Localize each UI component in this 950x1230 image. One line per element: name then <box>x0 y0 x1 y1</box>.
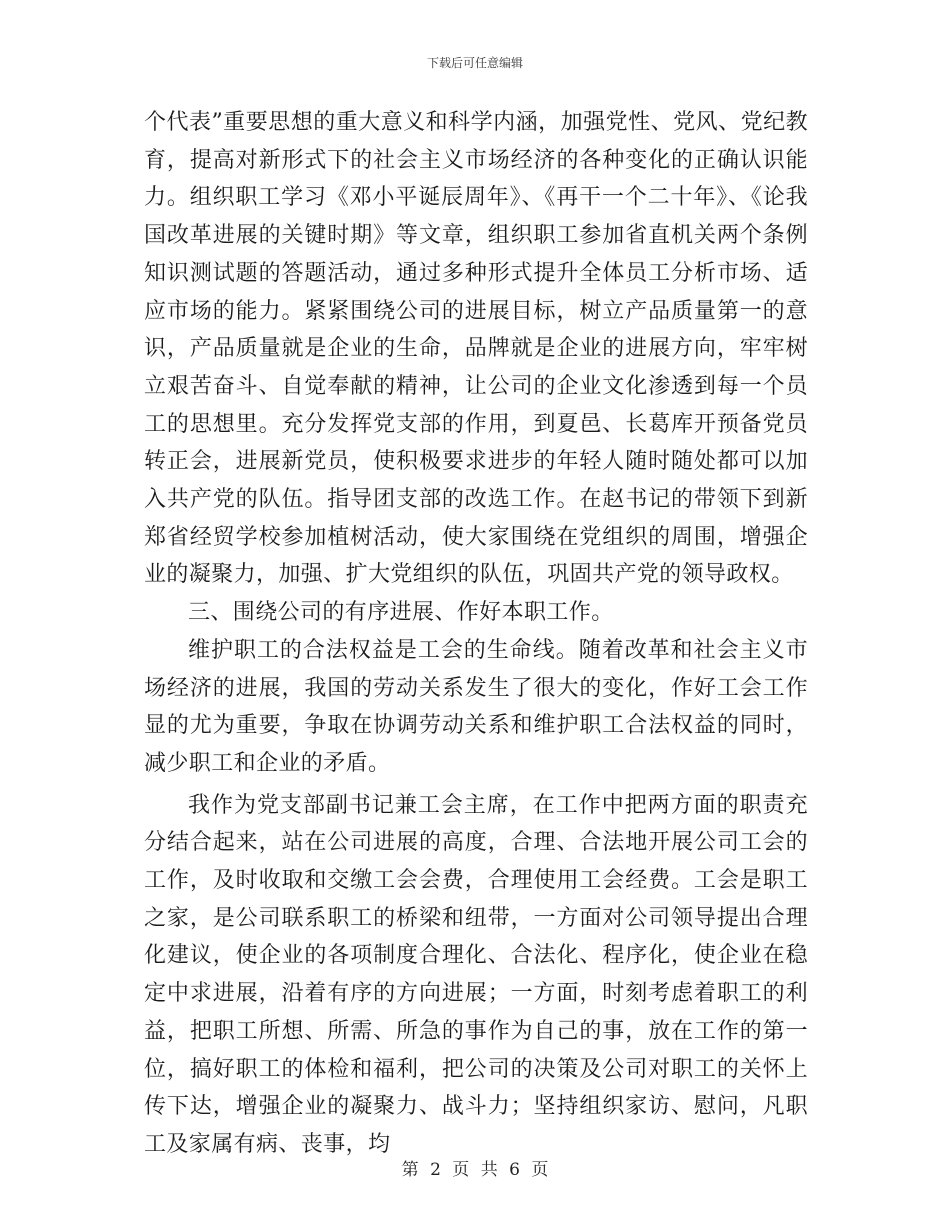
page-header: 下载后可任意编辑 <box>426 56 523 70</box>
paragraph-worker-rights: 维护职工的合法权益是工会的生命线。随着改革和社会主义市场经济的进展，我国的劳动关系发生了很大的变化，作好工会工作显的尤为重要，争取在协调劳动关系和维护职工合法权益的同时，减少职工和企业的矛盾。 <box>144 637 808 776</box>
paragraph-union-work: 我作为党支部副书记兼工会主席，在工作中把两方面的职责充分结合起来，站在公司进展的高度，合理、合法地开展公司工会的工作，及时收取和交缴工会会费，合理使用工会经费。工会是职工之家，是公司联系职工的桥梁和纽带，一方面对公司领导提出合理化建议，使企业的各项制度合理化、合法化、程序化，使企业在稳定中求进展，沿着有序的方向进展；一方面，时刻考虑着职工的利益，把职工所想、所需、所急的事作为自己的事，放在工作的第一位，搞好职工的体检和福利，把公司的决策及公司对职工的关怀上传下达，增强企业的凝聚力、战斗力；坚持组织家访、慰问，凡职工及家属有病、丧事，均 <box>144 792 808 1157</box>
page-number: 第 2 页 共 6 页 <box>401 1160 549 1180</box>
document-body <box>144 104 808 1164</box>
paragraph-continued: 个代表”重要思想的重大意义和科学内涵，加强党性、党风、党纪教育，提高对新形式下的社会主义市场经济的各种变化的正确认识能力。组织职工学习《邓小平诞辰周年》、《再干一个二十年》、《论我国改革进展的关键时期》等文章，组织职工参加省直机关两个条例知识测试题的答题活动，通过多种形式提升全体员工分析市场、适应市场的能力。紧紧围绕公司的进展目标，树立产品质量第一的意识，产品质量就是企业的生命，品牌就是企业的进展方向，牢牢树立艰苦奋斗、自觉奉献的精神，让公司的企业文化渗透到每一个员工的思想里。充分发挥党支部的作用，到夏邑、长葛库开预备党员转正会，进展新党员，使积极要求进步的年轻人随时随处都可以加入共产党的队伍。指导团支部的改选工作。在赵书记的带领下到新郑省经贸学校参加植树活动，使大家围绕在党组织的周围，增强企业的凝聚力，加强、扩大党组织的队伍，巩固共产党的领导政权。 <box>144 110 808 588</box>
section-heading: 三、围绕公司的有序进展、作好本职工作。 <box>188 600 614 626</box>
